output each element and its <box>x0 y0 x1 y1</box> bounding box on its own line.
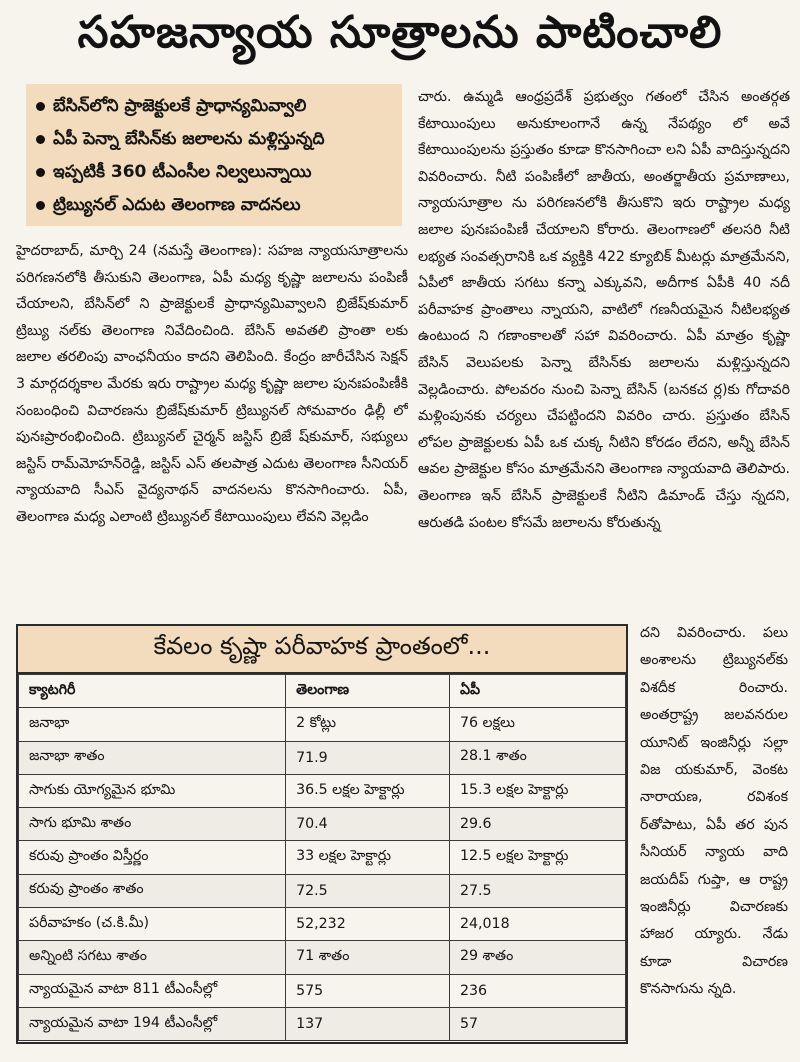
table-row <box>19 841 626 874</box>
table-row <box>19 941 626 974</box>
cell-ap: 27.5 <box>449 874 625 907</box>
key-point <box>36 90 394 123</box>
cell-ap: 28.1 శాతం <box>449 741 625 774</box>
table-header-row <box>19 675 626 708</box>
cell-telangana: 71.9 <box>286 741 450 774</box>
table-row <box>19 774 626 807</box>
cell-telangana: 70.4 <box>286 808 450 841</box>
table-title: కేవలం కృష్ణా పరీవాహక ప్రాంతంలో... <box>18 626 626 674</box>
cell-telangana: 72.5 <box>286 874 450 907</box>
cell-telangana: 33 లక్షల హెక్టార్లు <box>286 841 450 874</box>
cell-ap: 15.3 లక్షల హెక్టార్లు <box>449 774 625 807</box>
cell-telangana: 137 <box>286 1007 450 1040</box>
cell-category: అన్నింటి సగటు శాతం <box>19 941 286 974</box>
bullet-dot-icon <box>36 168 45 177</box>
key-point-text: ఇప్పటికీ 360 టీఎంసీల నిల్వలున్నాయి <box>53 162 312 182</box>
key-point <box>36 123 394 156</box>
krishna-basin-table <box>16 624 628 1044</box>
table-row <box>19 1007 626 1040</box>
cell-category: న్యాయమైన వాటా 811 టీఎంసీల్లో <box>19 974 286 1007</box>
key-point <box>36 156 394 189</box>
key-point-text: బేసిన్‌లోని ప్రాజెక్టులకే ప్రాధాన్యమివ్వాలి <box>53 96 307 116</box>
cell-telangana: 52,232 <box>286 908 450 941</box>
header-category: క్యాటగిరీ <box>19 675 286 708</box>
cell-category: కరువు ప్రాంతం శాతం <box>19 874 286 907</box>
cell-ap: 76 లక్షలు <box>449 708 625 741</box>
cell-ap: 24,018 <box>449 908 625 941</box>
table-row <box>19 808 626 841</box>
table-row <box>19 741 626 774</box>
headline: సహజన్యాయ సూత్రాలను పాటించాలి <box>77 7 723 58</box>
cell-category: న్యాయమైన వాటా 194 టీఎంసీల్లో <box>19 1007 286 1040</box>
cell-category: సాగుకు యోగ్యమైన భూమి <box>19 774 286 807</box>
bullet-dot-icon <box>36 102 45 111</box>
bullet-dot-icon <box>36 201 45 210</box>
cell-category: జనాభా శాతం <box>19 741 286 774</box>
cell-category: కరువు ప్రాంతం విస్తీర్ణం <box>19 841 286 874</box>
cell-telangana: 36.5 లక్షల హెక్టార్లు <box>286 774 450 807</box>
table-row <box>19 708 626 741</box>
cell-ap: 12.5 లక్షల హెక్టార్లు <box>449 841 625 874</box>
key-point-text: ట్రిబ్యునల్ ఎదుట తెలంగాణ వాదనలు <box>53 195 301 215</box>
bullet-dot-icon <box>36 135 45 144</box>
key-points-box <box>26 84 402 226</box>
cell-telangana: 71 శాతం <box>286 941 450 974</box>
header-telangana: తెలంగాణ <box>286 675 450 708</box>
article-column-3: దని వివరించారు. పలు అంశాలను ట్రిబ్యునల్‌కు విశదీక రించారు. అంతర్రాష్ట్ర జలవనరుల యూనిట్ ఇంజినీర్లు సల్లా విజ యకుమార్, వెంకట నారాయణ, రవిశంక ర్‌తోపాటు, ఏపీ తర పున సీనియర్ న్యాయ వాది జయదీప్ గుప్తా, ఆ రాష్ట్ర ఇంజినీర్లు విచారణకు హాజర య్యారు. నేడు కూడా విచారణ కొనసాగును న్నది. <box>640 625 788 998</box>
cell-ap: 236 <box>449 974 625 1007</box>
table-row <box>19 908 626 941</box>
article-column-2: చారు. ఉమ్మడి ఆంధ్రప్రదేశ్ ప్రభుత్వం గతంలో చేసిన అంతర్గత కేటాయింపులు అనుకూలంగానే ఉన్న నేపథ్యం లో అవే కేటాయింపులను ప్రస్తుతం కూడా కొనసాగించా లని ఏపీ వాదిస్తున్నదని వివరించారు. నీటి పంపిణీలో జాతీయ, అంతర్జాతీయ ప్రమాణాలు, న్యాయసూత్రాల ను పరిగణనలోకి తీసుకొని ఇరు రాష్ట్రాల మధ్య జలాల పునఃపంపిణీ చేయాలని కోరారు. తెలంగాణలో తలసరి నీటి లభ్యత సంవత్సరానికి ఒక వ్యక్తికి 422 క్యూబిక్ మీటర్లు మాత్రమేనని, ఏపీలో జాతీయ సగటు కన్నా ఎక్కువని, అదీగాక ఏపీకి 40 నదీ పరీవాహక ప్రాంతాలు న్నాయని, వాటిలో గణనీయమైన నీటిలభ్యత ఉంటుంద ని గణాంకాలతో సహా వివరించారు. ఏపీ మాత్రం కృష్ణా బేసిన్ వెలుపలకు పెన్నా బేసిన్‌కు జలాలను మళ్లిస్తున్నదని వెల్లడించారు. పోలవరం నుంచి పెన్నా బేసిన్ (బనకచ ర్ల)కు గోదావరి మళ్లింపునకు చర్యలు చేపట్టిందని వివరిం చారు. ప్రస్తుతం బేసిన్ లోపల ప్రాజెక్టులకు ఏపీ ఒక చుక్క నీటిని కోరడం లేదని, అన్నీ బేసిన్ ఆవల ప్రాజెక్టుల కోసం మాత్రమేనని తెలంగాణ న్యాయవాది తెలిపారు. తెలంగాణ ఇన్ బేసిన్ ప్రాజెక్టులకే నీటిని డిమాండ్ చేస్తు న్నదని, ఆరుతడి పంటల కోసమే జలాలను కోరుతున్న <box>418 89 790 531</box>
key-point <box>36 189 394 222</box>
data-table <box>18 674 626 1041</box>
table-row <box>19 874 626 907</box>
cell-ap: 57 <box>449 1007 625 1040</box>
cell-telangana: 2 కోట్లు <box>286 708 450 741</box>
cell-category: సాగు భూమి శాతం <box>19 808 286 841</box>
header-ap: ఏపీ <box>449 675 625 708</box>
cell-ap: 29.6 <box>449 808 625 841</box>
cell-category: జనాభా <box>19 708 286 741</box>
article-column-1: హైదరాబాద్, మార్చి 24 (నమస్తే తెలంగాణ): సహజ న్యాయసూత్రాలను పరిగణనలోకి తీసుకుని తెలంగాణ, ఏపీ మధ్య కృష్ణా జలాలను పంపిణీ చేయాలని, బేసిన్‌లో ని ప్రాజెక్టులకే ప్రాధాన్యమివ్వాలని బ్రిజేష్‌కుమార్ ట్రిబ్యు నల్‌కు తెలంగాణ నివేదించింది. బేసిన్ అవతలి ప్రాంతా లకు జలాల తరలింపు వాంఛనీయం కాదని తెలిపింది. కేంద్రం జారీచేసిన సెక్షన్ 3 మార్గదర్శకాల మేరకు ఇరు రాష్ట్రాల మధ్య కృష్ణా జలాల పునఃపంపిణీకి సంబంధించి విచారణను బ్రిజేష్‌కుమార్ ట్రిబ్యునల్ సోమవారం ఢిల్లీ లో పునఃప్రారంభించింది. ట్రిబ్యునల్ చైర్మన్ జస్టిస్ బ్రిజే ష్‌కుమార్, సభ్యులు జస్టిస్ రామ్‌మోహన్‌రెడ్డి, జస్టిస్ ఎస్ తలపాత్ర ఎదుట తెలంగాణ సీనియర్ న్యాయవాది సీఎస్ వైద్యనాథన్ వాదనలను కొనసాగించారు. ఏపీ, తెలంగాణ మధ్య ఎలాంటి ట్రిబ్యునల్ కేటాయింపులు లేవని వెల్లడిం <box>16 243 408 525</box>
table-row <box>19 974 626 1007</box>
cell-ap: 29 శాతం <box>449 941 625 974</box>
cell-telangana: 575 <box>286 974 450 1007</box>
cell-category: పరీవాహకం (చ.కి.మీ) <box>19 908 286 941</box>
key-point-text: ఏపీ పెన్నా బేసిన్‌కు జలాలను మళ్లిస్తున్నది <box>53 129 325 149</box>
